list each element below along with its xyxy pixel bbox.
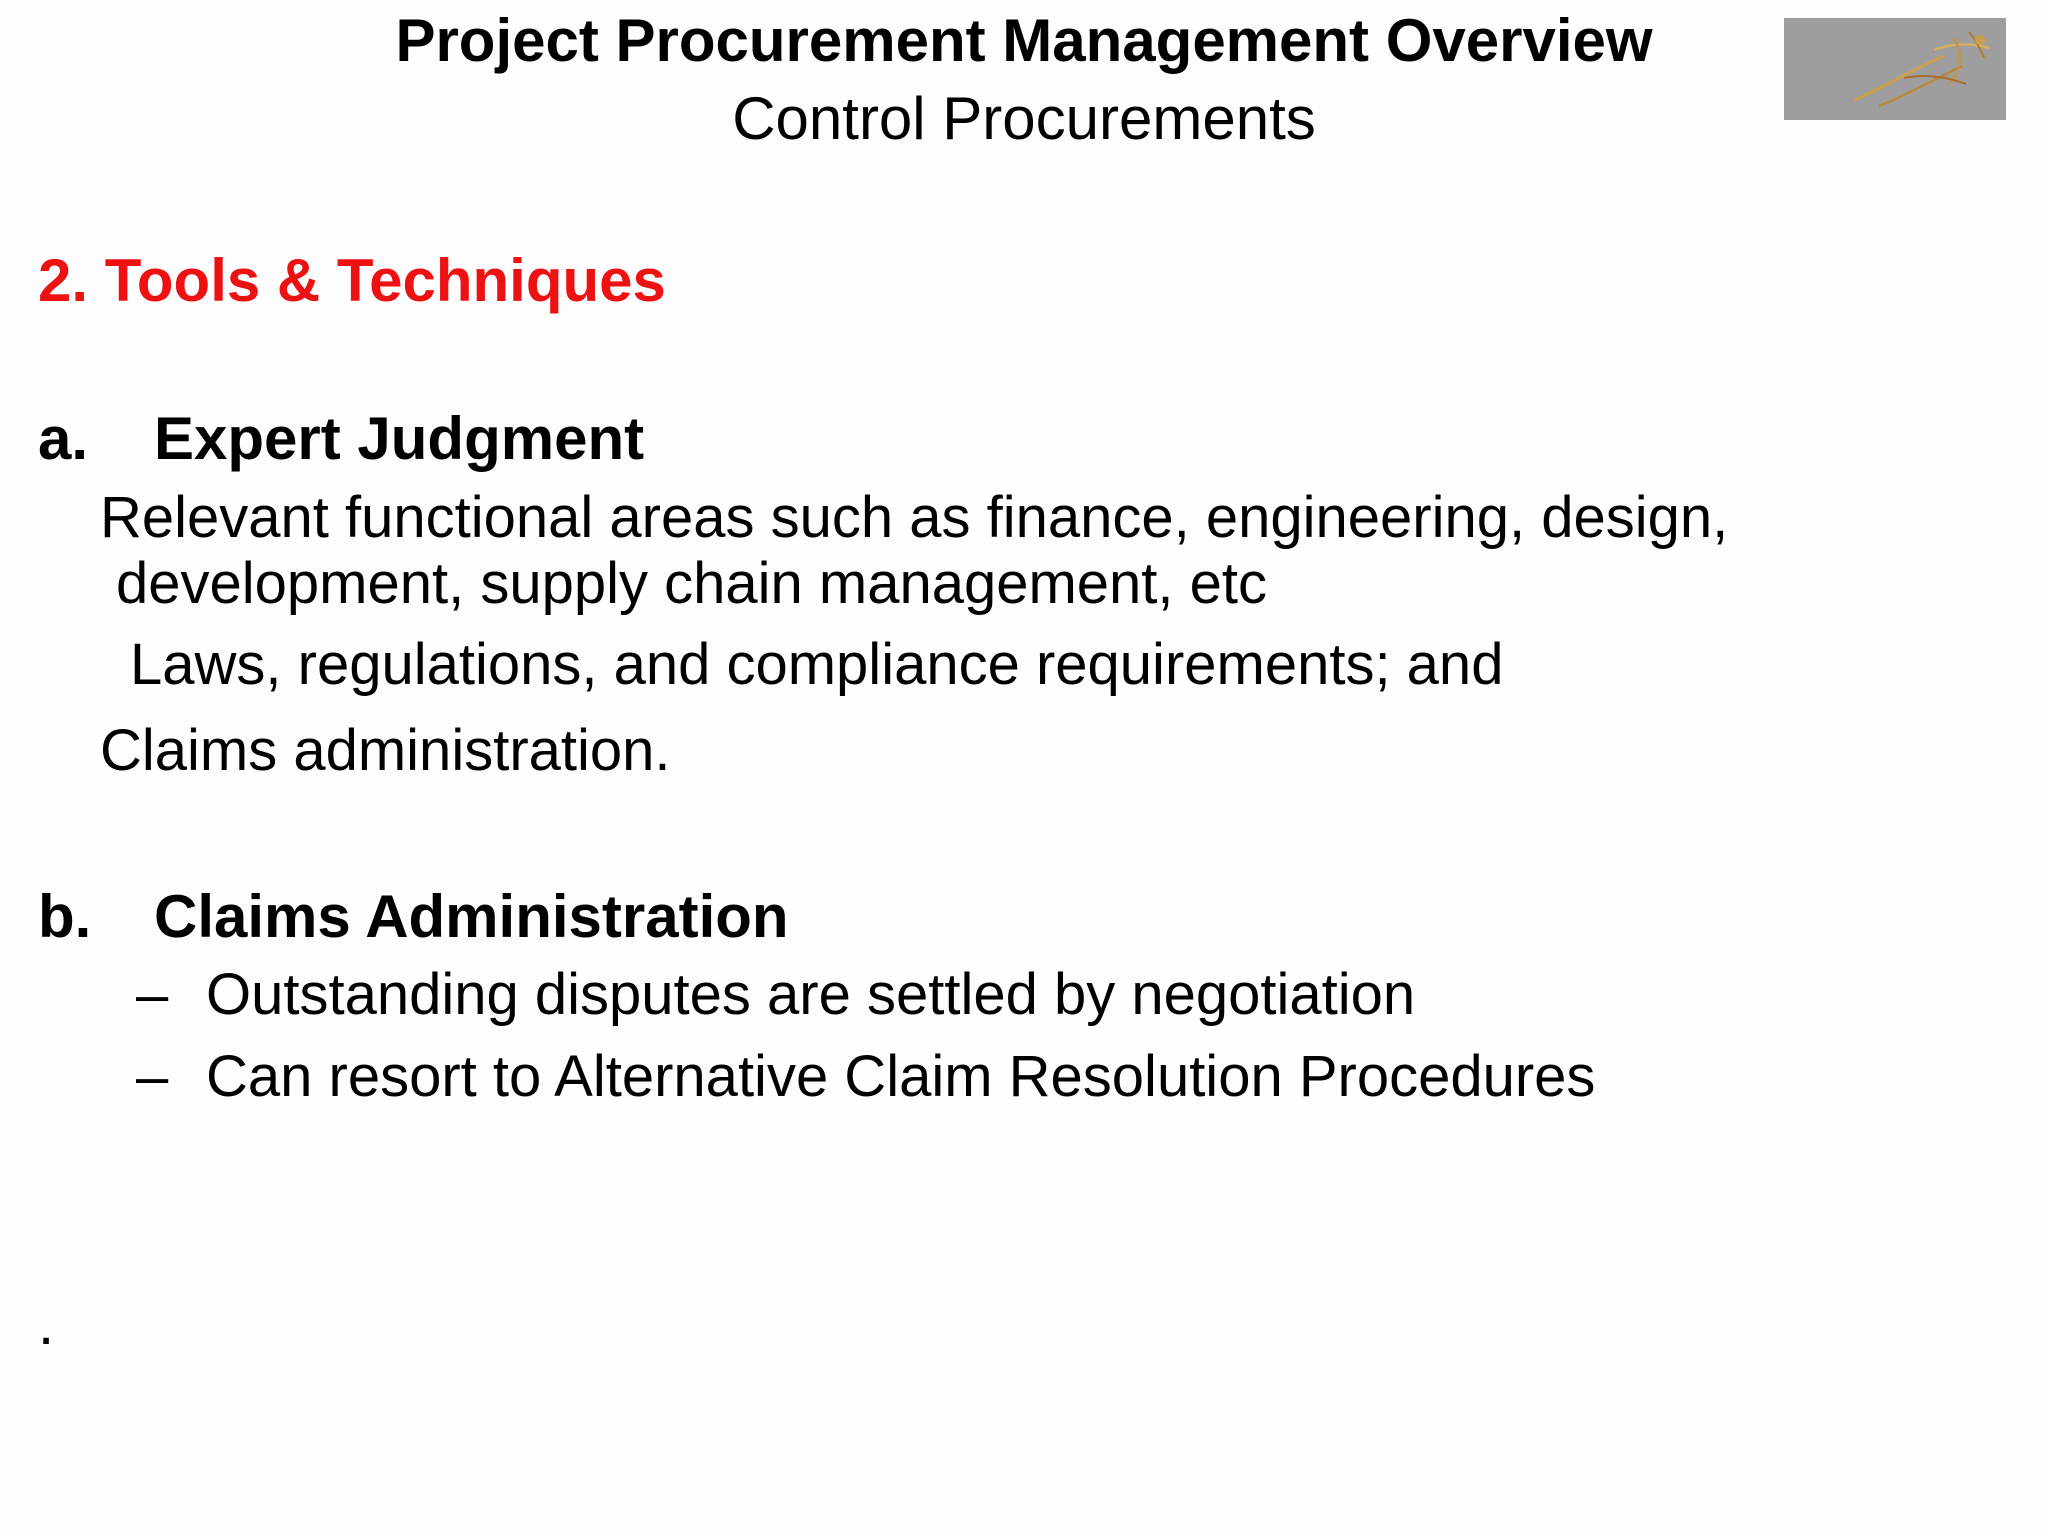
footer-mark: .: [38, 1292, 55, 1357]
item-heading-claims-administration: [38, 880, 789, 954]
dash-bullet: –: [136, 1044, 169, 1109]
item-marker: a.: [38, 405, 89, 472]
body-line: Claims administration.: [100, 718, 671, 783]
item-title: Expert Judgment: [154, 405, 645, 472]
body-line: Relevant functional areas such as finance, engineering, design,: [100, 485, 1729, 550]
item-marker: b.: [38, 883, 92, 950]
page-subtitle: Control Procurements: [732, 85, 1316, 152]
bullet-text: Outstanding disputes are settled by negotiation: [206, 962, 1416, 1027]
item-heading-expert-judgment: [38, 402, 644, 476]
body-line: development, supply chain management, etc: [116, 551, 1268, 616]
runner-logo-icon: [1784, 18, 2006, 120]
dash-bullet: –: [136, 962, 169, 1027]
bullet-text: Can resort to Alternative Claim Resolution Procedures: [206, 1044, 1596, 1109]
body-line: Laws, regulations, and compliance requirements; and: [130, 632, 1504, 697]
bullet-item: [136, 960, 1415, 1030]
page-title: Project Procurement Management Overview: [395, 7, 1653, 74]
item-title: Claims Administration: [154, 883, 789, 950]
section-heading: 2. Tools & Techniques: [38, 247, 666, 314]
bullet-item: [136, 1042, 1595, 1112]
